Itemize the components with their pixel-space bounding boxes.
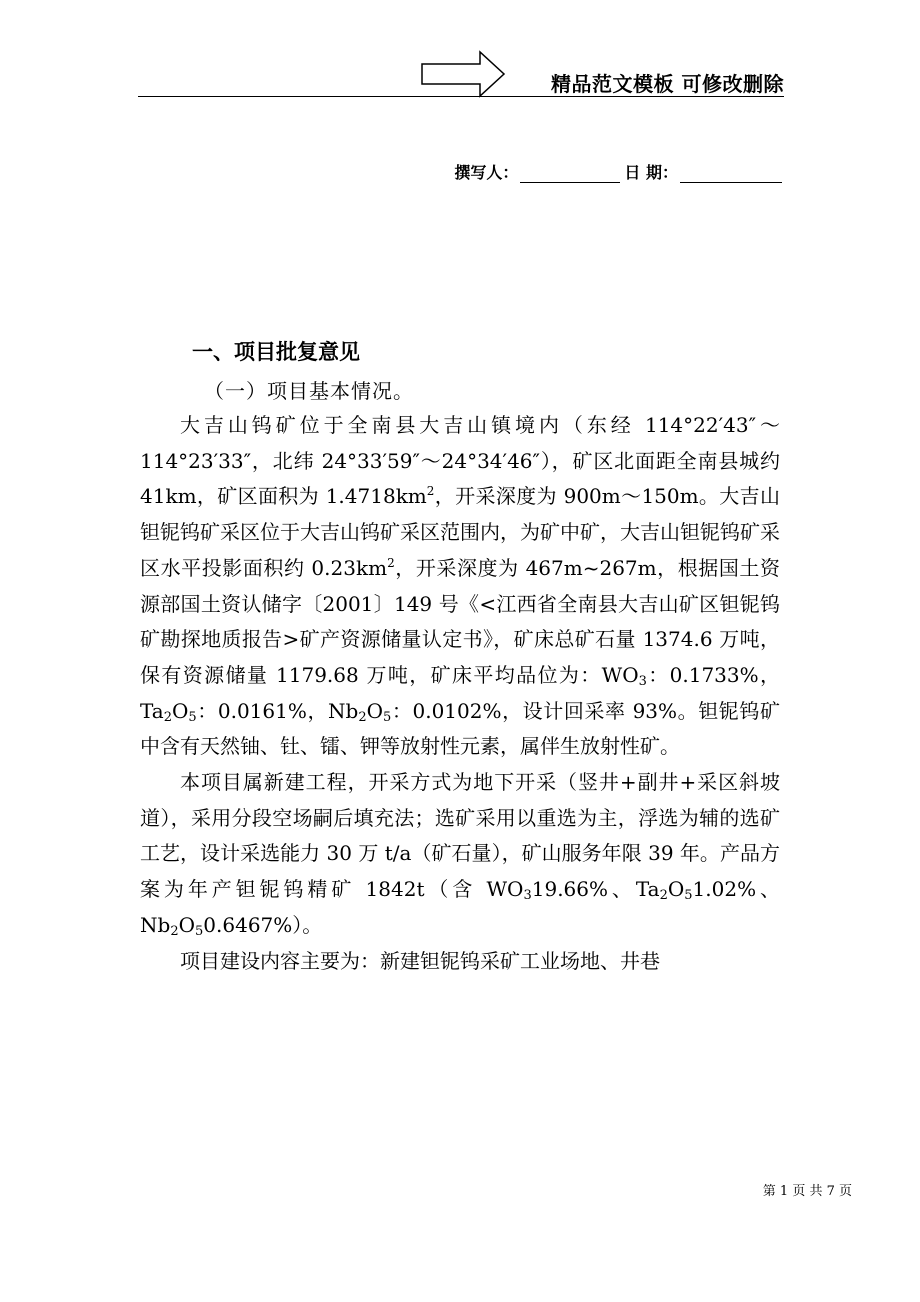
paragraph-construction-content: 项目建设内容主要为：新建钽铌钨采矿工业场地、井巷 bbox=[180, 948, 660, 973]
author-label: 撰写人： bbox=[454, 163, 519, 182]
document-body bbox=[140, 330, 780, 979]
arrow-icon bbox=[420, 50, 506, 98]
section-heading: 一、项目批复意见 bbox=[192, 340, 360, 364]
header-title: 精品范文模板 可修改删除 bbox=[551, 72, 784, 96]
date-blank bbox=[680, 164, 782, 183]
date-label: 日 期： bbox=[624, 163, 678, 182]
page-number: 第 1 页 共 7 页 bbox=[762, 1184, 852, 1199]
author-blank bbox=[520, 164, 620, 183]
header-rule bbox=[138, 96, 784, 97]
paragraph-project-overview: 大吉山钨矿位于全南县大吉山镇境内（东经 114°22′43″～114°23′33″，北纬 24°33′59″～24°34′46″），矿区北面距全南县城约 41km，矿区面积为 $1.4718km^2$，开采深度为 900m～150m。大吉山钽铌钨矿采区位于大吉山钨矿采区范围内，为矿中矿，大吉山钽铌钨矿采区水平投影面积约 $0.23km^2$，开采深度为 467m~267m，根据国土资源部国土资认储字〔2001〕149 号《<江西省全南县大吉山矿区钽铌钨矿勘探地质报告>矿产资源储量认定书》，矿床总矿石量 1374.6 万吨，保有资源储量 1179.68 万吨，矿床平均品位为：$WO_3$：0.1733%，$Ta_2O_5$：0.0161%，$Nb_2O_5$：0.0102%，设计回采率 93%。钽铌钨矿中含有天然铀、钍、镭、钾等放射性元素，属伴生放射性矿。 bbox=[140, 413, 780, 759]
author-date-line bbox=[454, 160, 782, 183]
paragraph-construction-method: 本项目属新建工程，开采方式为地下开采（竖井+副井+采区斜坡道），采用分段空场嗣后填充法；选矿采用以重选为主，浮选为辅的选矿工艺，设计采选能力 30 万 t/a（矿石量），矿山服务年限 39 年。产品方案为年产钽铌钨精矿 1842t（含 $WO_319.66\%$、$Ta_2O_51.02\%$、$Nb_2O_50.6467\%$）。 bbox=[140, 770, 780, 939]
section-subheading: （一）项目基本情况。 bbox=[204, 379, 414, 403]
